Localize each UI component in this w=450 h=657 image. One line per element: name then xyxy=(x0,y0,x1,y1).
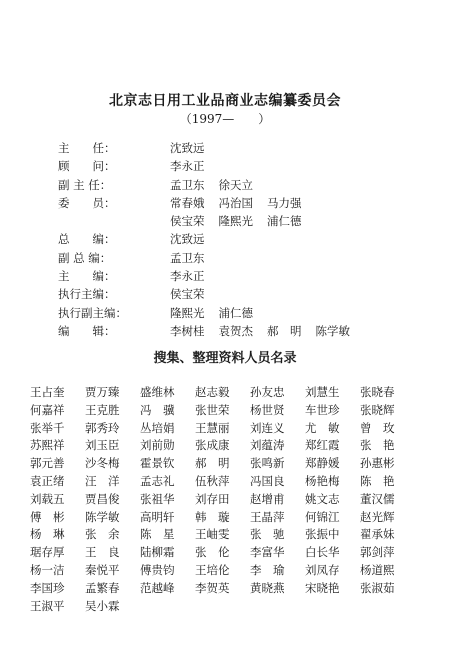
committee-row xyxy=(58,194,438,212)
committee-member-name: 浦仁德 xyxy=(218,305,253,320)
collector-name: 陆柳霜 xyxy=(140,545,175,560)
collector-name: 张 驰 xyxy=(250,527,285,542)
collector-name: 张举千 xyxy=(30,420,65,435)
committee-row xyxy=(58,157,438,175)
collector-name: 宋晓艳 xyxy=(305,580,340,595)
collector-name: 董汉儒 xyxy=(360,491,395,506)
collector-name: 袁正绪 xyxy=(30,473,65,488)
collector-name: 高明轩 xyxy=(140,509,175,524)
collector-name: 盛维林 xyxy=(140,385,175,399)
collector-name: 陈 艳 xyxy=(360,473,395,488)
committee-row xyxy=(58,322,438,340)
committee-names xyxy=(170,304,267,322)
collectors-grid xyxy=(30,384,430,615)
collector-name: 何嘉祥 xyxy=(30,402,65,417)
collector-name: 王占奎 xyxy=(30,385,65,399)
collector-name: 汪 洋 xyxy=(85,473,120,488)
collector-name: 杨 琳 xyxy=(30,527,65,542)
collector-name: 王淑平 xyxy=(30,598,65,613)
committee-row xyxy=(58,249,438,267)
collector-name: 张淑茹 xyxy=(360,580,395,595)
collector-name: 郑静媛 xyxy=(305,456,340,471)
collector-name: 孟志礼 xyxy=(140,473,175,488)
committee-role: 主 编： xyxy=(58,269,116,284)
collector-name: 刘玉臣 xyxy=(85,438,120,453)
committee-member-name: 郝 明 xyxy=(267,323,302,338)
collector-name: 张 伦 xyxy=(195,545,230,560)
committee-member-name: 李树桂 xyxy=(170,323,205,338)
page-subtitle: （1997— ） xyxy=(179,112,271,126)
committee-member-name: 李永正 xyxy=(170,269,205,284)
collector-name: 刘载五 xyxy=(30,491,65,506)
collector-name: 王慧丽 xyxy=(195,420,230,435)
committee-member-name: 冯治国 xyxy=(218,195,253,210)
collector-name: 刘存田 xyxy=(195,491,230,506)
committee-names xyxy=(170,176,267,194)
collector-name: 王晶萍 xyxy=(250,509,285,524)
committee-member-name: 隆熙光 xyxy=(170,305,205,320)
collector-name: 曾 玫 xyxy=(360,420,395,435)
collector-name: 白长华 xyxy=(305,545,340,560)
collector-name: 贾昌俊 xyxy=(85,491,120,506)
collector-name: 陈学敏 xyxy=(85,509,120,524)
collector-name: 尤 敏 xyxy=(305,420,340,435)
committee-member-name: 侯宝荣 xyxy=(170,287,205,302)
committee-row xyxy=(58,267,438,285)
collector-name: 张晓辉 xyxy=(360,402,395,417)
committee-row xyxy=(58,212,438,230)
collector-name: 孟繁春 xyxy=(85,580,120,595)
collector-name: 秦悦平 xyxy=(85,562,120,577)
collector-name: 杨世贤 xyxy=(250,402,285,417)
collector-name: 郭剑萍 xyxy=(360,545,395,560)
committee-member-name: 隆熙光 xyxy=(218,214,253,229)
collector-name: 张振中 xyxy=(305,527,340,542)
collector-name: 张晓春 xyxy=(360,385,395,399)
collector-name: 李国珍 xyxy=(30,580,65,595)
committee-member-name: 李永正 xyxy=(170,159,205,174)
committee-names xyxy=(170,230,219,248)
committee-member-name: 常春娥 xyxy=(170,195,205,210)
collector-name: 刘蕴涛 xyxy=(250,438,285,453)
committee-member-name: 徐天立 xyxy=(218,177,253,192)
collector-name: 赵志毅 xyxy=(195,385,230,399)
collector-name: 王岫雯 xyxy=(195,527,230,542)
committee-names xyxy=(170,139,219,157)
committee-names xyxy=(170,212,316,230)
collector-name: 冯国良 xyxy=(250,473,285,488)
section-title: 搜集、整理资料人员名录 xyxy=(153,351,297,366)
collector-name: 赵增甫 xyxy=(250,491,285,506)
collector-name: 范越峰 xyxy=(140,580,175,595)
collector-name: 王培伦 xyxy=(195,562,230,577)
collector-name: 张成康 xyxy=(195,438,230,453)
collector-name: 刘慧生 xyxy=(305,385,340,399)
committee-role: 编 辑： xyxy=(58,323,116,338)
collector-name: 王 良 xyxy=(85,545,120,560)
collector-name: 郭秀玲 xyxy=(85,420,120,435)
collector-name: 郝 明 xyxy=(195,456,230,471)
collector-name: 张 艳 xyxy=(360,438,395,453)
collector-name: 韩 璇 xyxy=(195,509,230,524)
committee-role: 执行主编： xyxy=(58,287,116,302)
collector-name: 杨艳梅 xyxy=(305,473,340,488)
collector-name: 杨一洁 xyxy=(30,562,65,577)
collector-name: 赵光辉 xyxy=(360,509,395,524)
collector-name: 李富华 xyxy=(250,545,285,560)
committee-role: 执行副主编： xyxy=(58,305,127,320)
collector-name: 姚文志 xyxy=(305,491,340,506)
collector-name: 李贺英 xyxy=(195,580,230,595)
committee-member-name: 孟卫东 xyxy=(170,250,205,265)
collector-name: 何锦江 xyxy=(305,509,340,524)
committee-row xyxy=(58,230,438,248)
collector-name: 孙惠彬 xyxy=(360,456,395,471)
collector-name: 贾万臻 xyxy=(85,385,120,399)
committee-names xyxy=(170,249,219,267)
collector-name: 傅贵钧 xyxy=(140,562,175,577)
collector-name: 张祖华 xyxy=(140,491,175,506)
collector-name: 车世珍 xyxy=(305,402,340,417)
committee-member-name: 马力强 xyxy=(267,195,302,210)
committee-member-name: 陈学敏 xyxy=(315,323,350,338)
committee-member-name: 沈致远 xyxy=(170,141,205,155)
committee-role xyxy=(58,212,170,230)
committee-list xyxy=(58,139,438,340)
collector-name: 李 瑜 xyxy=(250,562,285,577)
committee-names xyxy=(170,322,364,340)
collector-name: 黄晓燕 xyxy=(250,580,285,595)
collector-name: 苏熙祥 xyxy=(30,438,65,453)
collector-name: 刘连义 xyxy=(250,420,285,435)
committee-row xyxy=(58,139,438,157)
committee-row xyxy=(58,176,438,194)
collector-name: 陈 星 xyxy=(140,527,175,542)
collector-name: 傅 彬 xyxy=(30,509,65,524)
collector-name: 沙冬梅 xyxy=(85,456,120,471)
committee-role: 副 主 任： xyxy=(58,177,112,192)
committee-role: 副 总 编： xyxy=(58,250,112,265)
committee-member-name: 浦仁德 xyxy=(267,214,302,229)
collector-name: 伍秋萍 xyxy=(195,473,230,488)
committee-names xyxy=(170,194,316,212)
committee-member-name: 侯宝荣 xyxy=(170,214,205,229)
collector-name: 张世荣 xyxy=(195,402,230,417)
collector-name: 郭元善 xyxy=(30,456,65,471)
collector-name: 张鸣新 xyxy=(250,456,285,471)
committee-member-name: 沈致远 xyxy=(170,232,205,247)
collector-name: 刘凤存 xyxy=(305,562,340,577)
collector-name: 张 余 xyxy=(85,527,120,542)
committee-row xyxy=(58,285,438,303)
collector-name: 冯 骥 xyxy=(140,402,175,417)
committee-member-name: 孟卫东 xyxy=(170,177,205,192)
committee-member-name: 袁贺杰 xyxy=(218,323,253,338)
collector-name: 丛培娟 xyxy=(140,420,175,435)
committee-role: 顾 问： xyxy=(58,159,116,174)
collector-name: 孙友忠 xyxy=(250,385,285,399)
collector-name: 杨道熙 xyxy=(360,562,395,577)
committee-role: 总 编： xyxy=(58,232,116,247)
collector-name: 琚存厚 xyxy=(30,545,65,560)
committee-role: 主 任： xyxy=(58,141,116,155)
collector-name: 刘前勋 xyxy=(140,438,175,453)
collector-name: 吴小霖 xyxy=(85,598,120,613)
committee-names xyxy=(170,157,219,175)
collector-name: 霍景钦 xyxy=(140,456,175,471)
committee-role: 委 员： xyxy=(58,195,116,210)
page-title: 北京志日用工业品商业志编纂委员会 xyxy=(109,93,341,109)
committee-names xyxy=(170,267,219,285)
committee-row xyxy=(58,304,438,322)
collector-name: 郑红霞 xyxy=(305,438,340,453)
committee-names xyxy=(170,285,219,303)
collector-name: 翟承妹 xyxy=(360,527,395,542)
collector-name: 王克胜 xyxy=(85,402,120,417)
